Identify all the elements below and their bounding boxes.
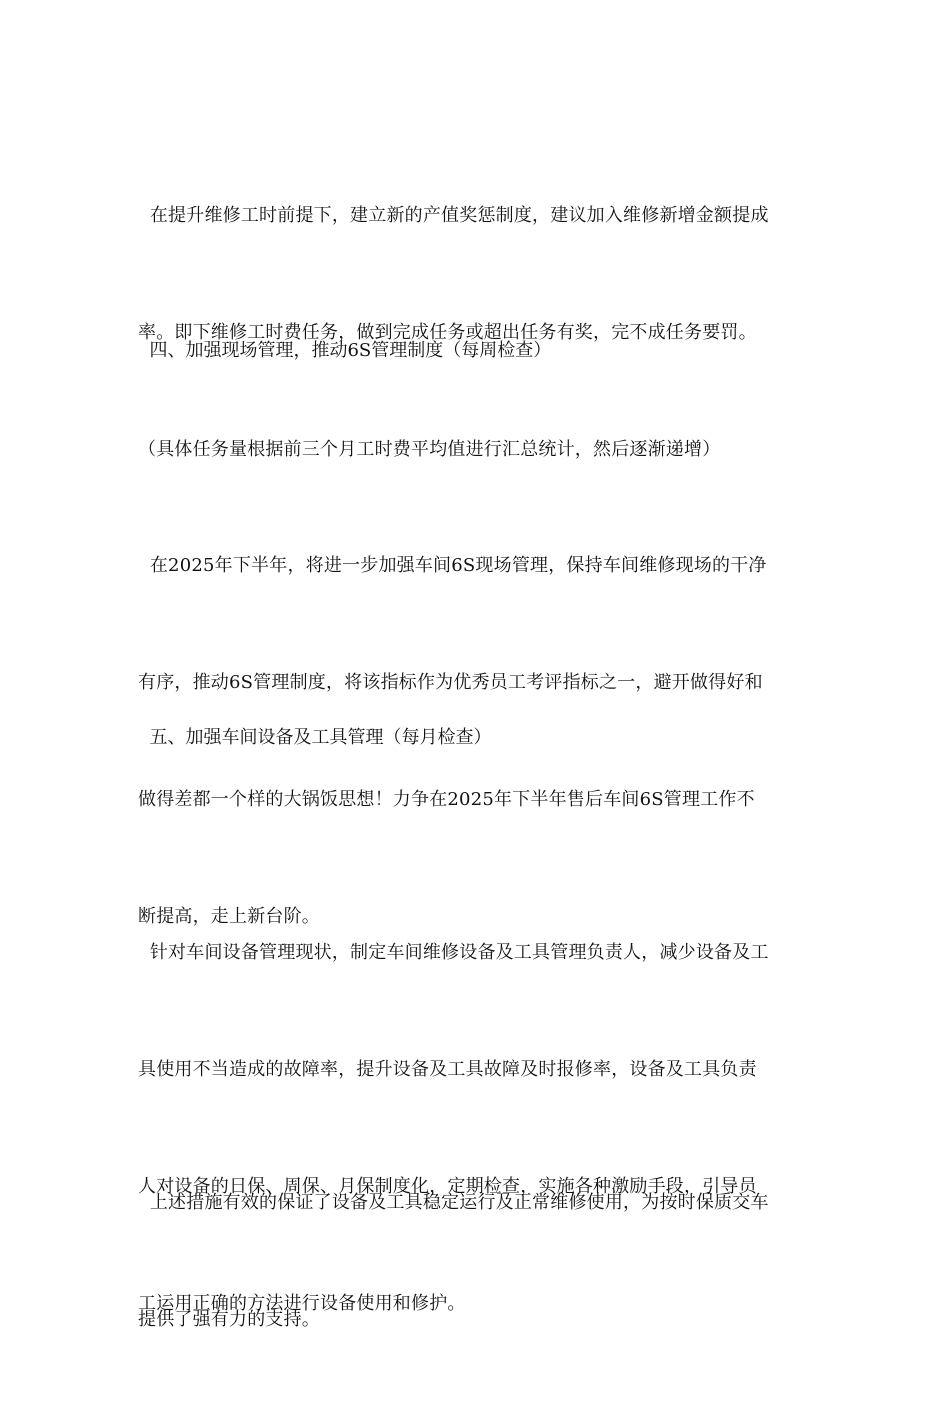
paragraph-line: （具体任务量根据前三个月工时费平均值进行汇总统计，然后逐渐递增） bbox=[138, 439, 721, 460]
paragraph-line: 有序，推动6S管理制度，将该指标作为优秀员工考评指标之一，避开做得好和 bbox=[138, 672, 763, 693]
paragraph-line: 在提升维修工时前提下，建立新的产值奖惩制度，建议加入维修新增金额提成 bbox=[138, 205, 769, 226]
section-heading-5: 五、加强车间设备及工具管理（每月检查） bbox=[138, 727, 492, 748]
paragraph-line: 人对设备的日保、周保、月保制度化，定期检查，实施各种激励手段，引导员 bbox=[138, 1176, 757, 1197]
paragraph-summary bbox=[138, 1105, 813, 1417]
paragraph-line: 在2025年下半年，将进一步加强车间6S现场管理，保持车间维修现场的干净 bbox=[138, 555, 767, 576]
paragraph-line: 上述措施有效的保证了设备及工具稳定运行及正常维修使用，为按时保质交车 bbox=[138, 1192, 769, 1213]
paragraph-line: 提供了强有力的支持。 bbox=[138, 1309, 320, 1330]
paragraph-line: 工运用正确的方法进行设备使用和修护。 bbox=[138, 1293, 466, 1314]
paragraph-line: 做得差都一个样的大锅饭思想！力争在2025年下半年售后车间6S管理工作不 bbox=[138, 789, 755, 810]
paragraph-line: 率。即下维修工时费任务，做到完成任务或超出任务有奖，完不成任务要罚。 bbox=[138, 322, 757, 343]
paragraph-line: 针对车间设备管理现状，制定车间维修设备及工具管理负责人，减少设备及工 bbox=[138, 942, 769, 963]
paragraph-line: 具使用不当造成的故障率，提升设备及工具故障及时报修率，设备及工具负责 bbox=[138, 1059, 757, 1080]
section-heading-4: 四、加强现场管理，推动6S管理制度（每周检查） bbox=[138, 340, 552, 361]
paragraph-line: 断提高，走上新台阶。 bbox=[138, 906, 320, 927]
